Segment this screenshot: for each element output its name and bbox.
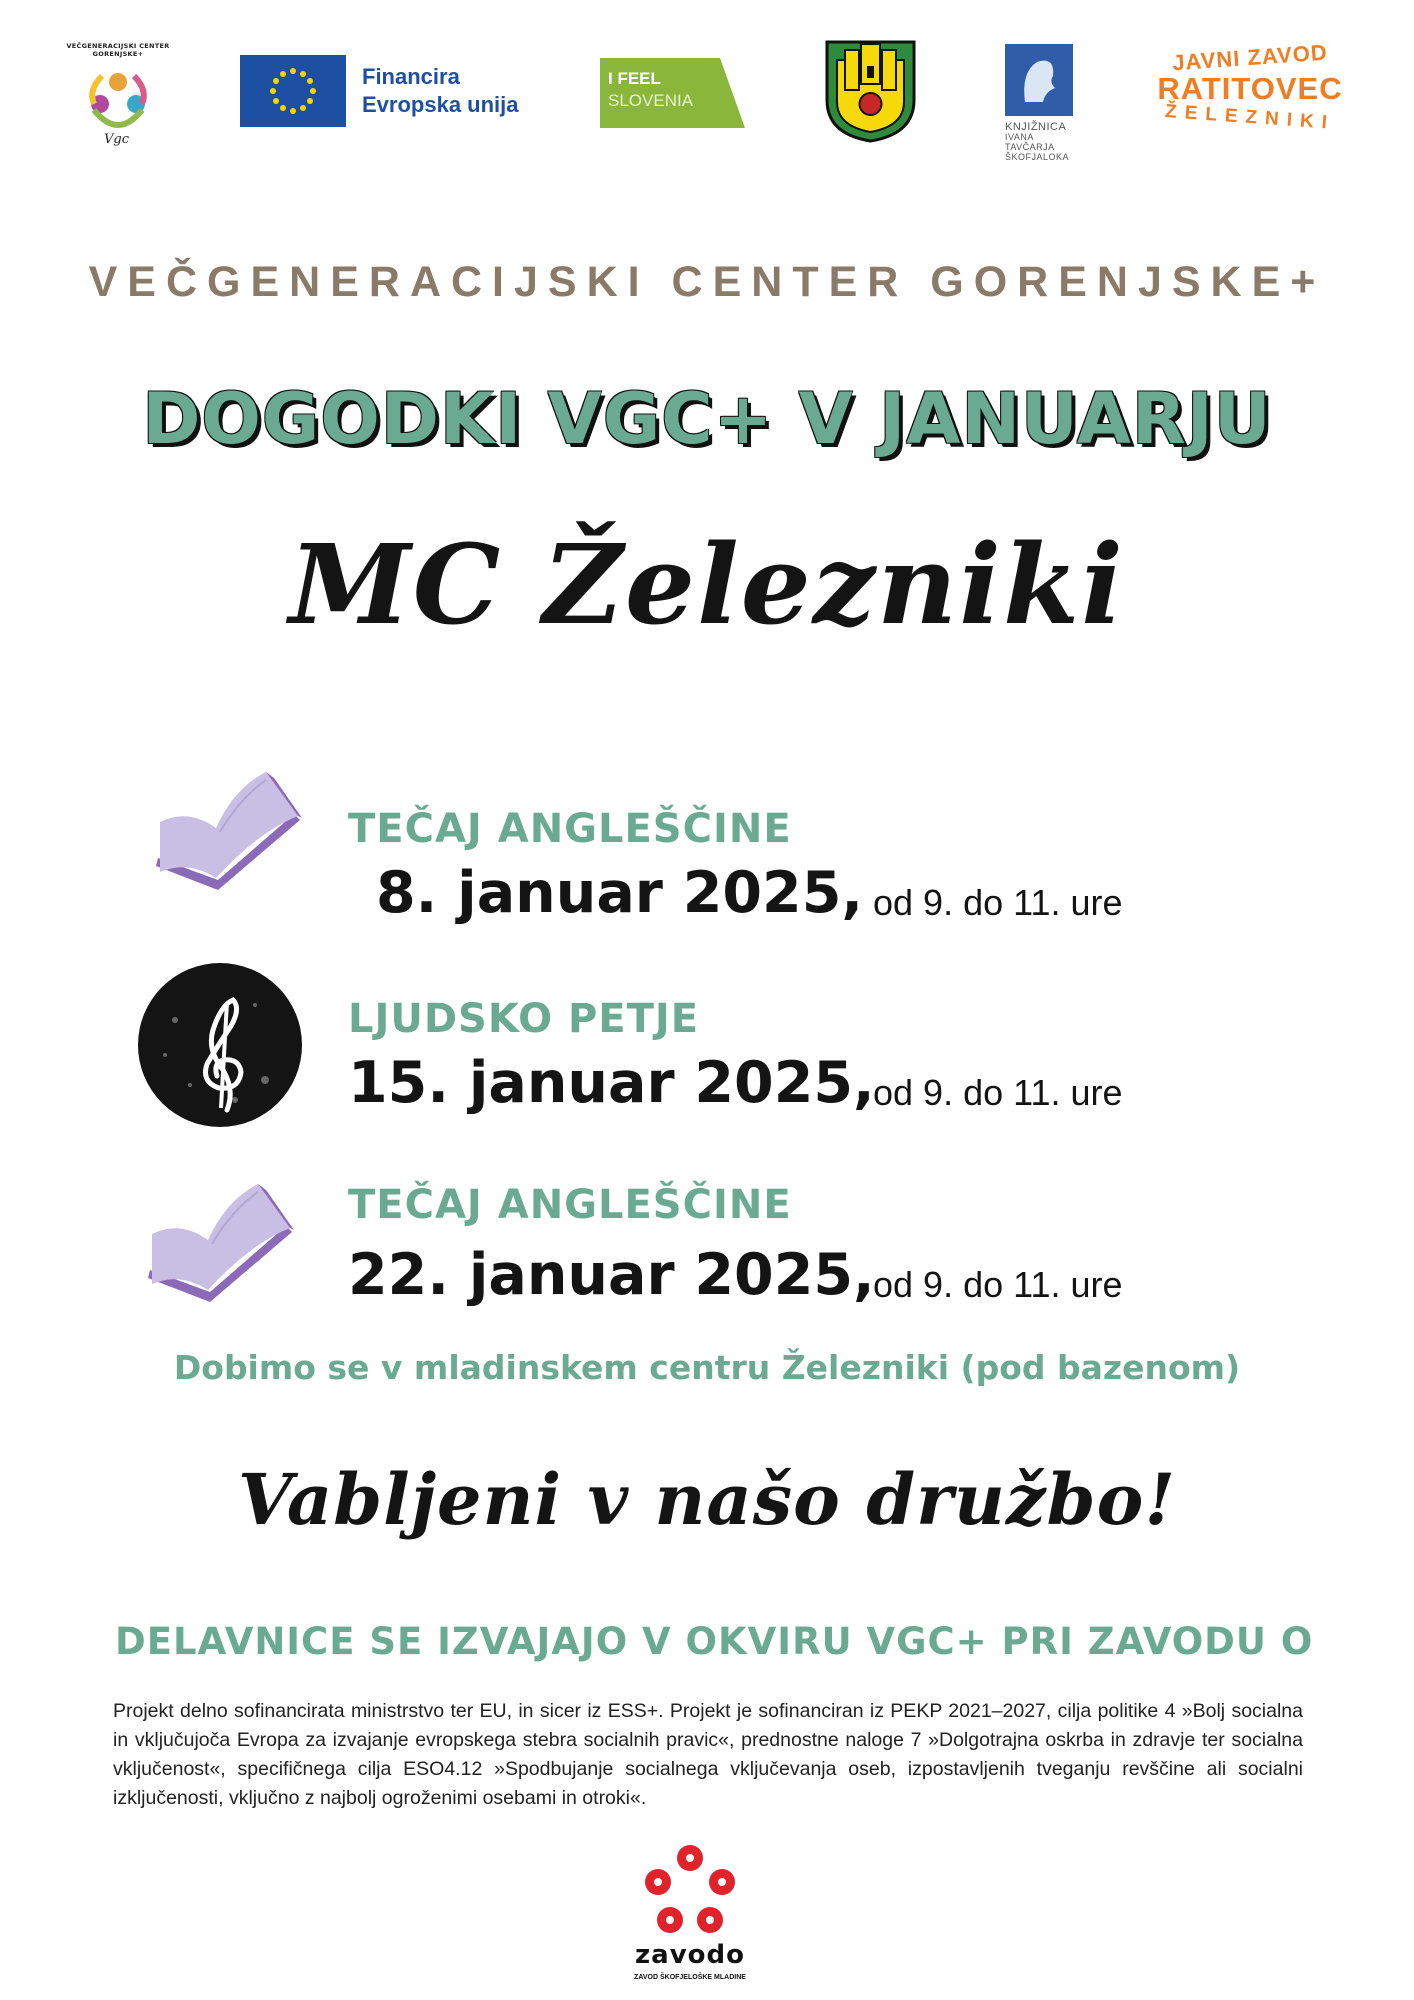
welcome-text: Vabljeni v našo družbo!	[237, 1458, 1177, 1541]
library-line-2: IVANA TAVČARJA	[1005, 132, 1055, 152]
location-title: MC Železniki	[289, 520, 1125, 649]
event-2-date: 15. januar 2025,	[348, 1050, 875, 1116]
zavodo-subtitle: ZAVOD ŠKOFJELOŠKE MLADINE	[634, 1974, 746, 1981]
eu-flag-icon	[240, 55, 346, 127]
organization-name: VEČGENERACIJSKI CENTER GORENJSKE+	[88, 258, 1326, 306]
vgc-ring-text: VEČGENERACIJSKI CENTER GORENJSKE+	[66, 42, 170, 58]
page-title: DOGODKI VGC+ V JANUARJU	[142, 378, 1272, 460]
library-line-1: KNJIŽNICA	[1005, 121, 1067, 133]
ratitovec-logo	[1140, 39, 1360, 155]
zelezniki-coat-of-arms	[823, 38, 918, 143]
book-icon	[140, 1180, 300, 1319]
venue-text: Dobimo se v mladinskem centru Železniki (pod bazenom)	[173, 1348, 1241, 1387]
event-2-time: od 9. do 11. ure	[873, 1072, 1123, 1113]
event-3-name: TEČAJ ANGLEŠČINE	[348, 1182, 792, 1228]
vgc-logo	[58, 40, 178, 160]
library-logo	[1003, 42, 1075, 162]
zavodo-wordmark: zavodo	[635, 1940, 745, 1970]
eu-funding-text: Financira Evropska unija	[362, 64, 519, 117]
ratitovec-line-2: RATITOVEC	[1157, 71, 1343, 106]
event-1-date: 8. januar 2025,	[376, 860, 864, 926]
treble-clef-icon	[135, 960, 305, 1134]
event-3-time: od 9. do 11. ure	[873, 1264, 1123, 1305]
event-1-name: TEČAJ ANGLEŠČINE	[348, 806, 792, 852]
i-feel-slovenia-logo	[600, 58, 745, 128]
funding-disclaimer: Projekt delno sofinancirata ministrstvo ter EU, in sicer iz ESS+. Projekt je sofinanciran iz PEKP 2021–2027, cilja politike 4 »Bolj socialna in vključujoča Evropa za izvajanje evropskega stebra socialnih pravic«, prednostne naloge 7 »Dolgotrajna oskrba in zdravje ter socialna vključenost«, specifičnega cilja ESO4.12 »Spodbujanje socialnega vključevanja oseb, izpostavljenih tveganju revščine ali socialni izključenosti, vključno z najbolj ogroženimi osebami in otroki«.	[113, 1700, 1303, 1809]
slovenia-line-1: I FEEL	[608, 69, 661, 88]
library-line-3: ŠKOFJALOKA	[1005, 152, 1070, 162]
ratitovec-line-3: ŽELEZNIKI	[1164, 101, 1336, 134]
zavodo-logo	[620, 1840, 760, 1990]
event-3-date: 22. januar 2025,	[348, 1242, 875, 1308]
vgc-signature: Vgc	[104, 132, 129, 147]
workshops-note: DELAVNICE SE IZVAJAJO V OKVIRU VGC+ PRI ZAVODU O	[115, 1620, 1314, 1663]
event-2-name: LJUDSKO PETJE	[348, 996, 700, 1042]
ratitovec-line-1: JAVNI ZAVOD	[1171, 39, 1329, 76]
slovenia-line-2: SLOVENIA	[608, 91, 694, 110]
event-1-time: od 9. do 11. ure	[873, 882, 1123, 923]
eu-funding-logo	[240, 55, 530, 127]
book-icon	[148, 768, 308, 907]
